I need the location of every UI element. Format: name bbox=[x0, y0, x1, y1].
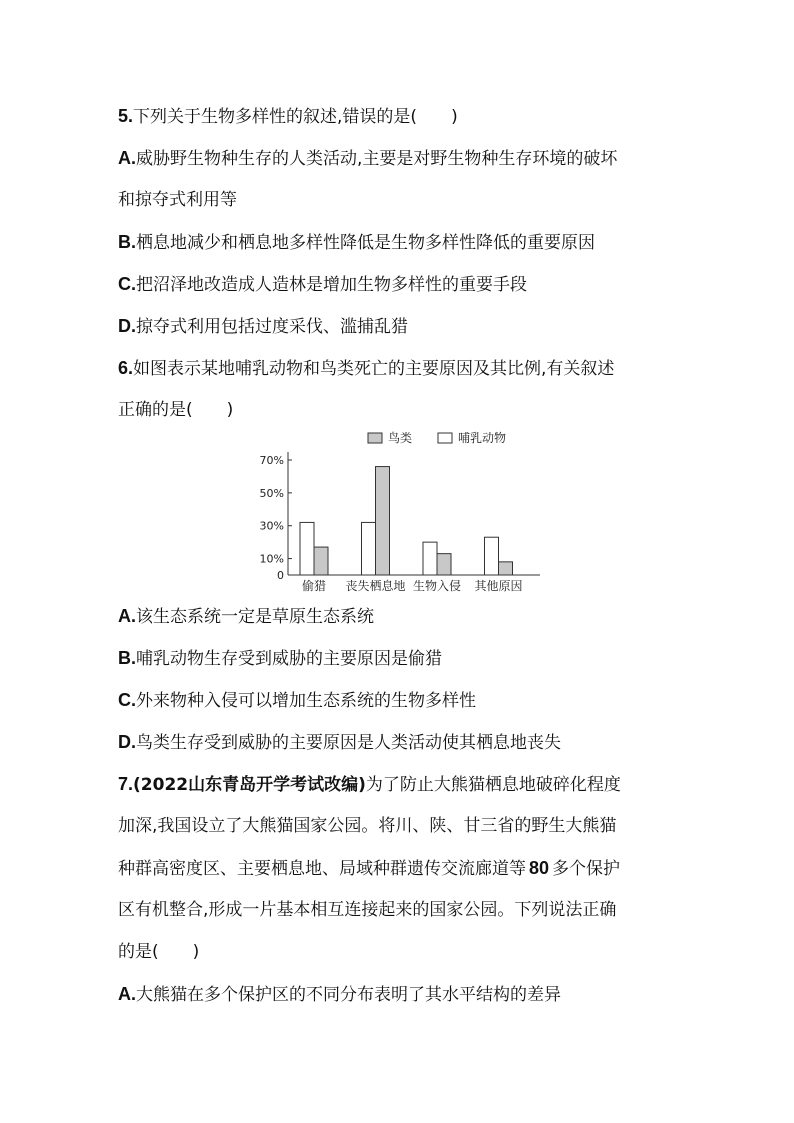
q7-count: 80 bbox=[529, 858, 550, 878]
y-tick-label: 30% bbox=[259, 519, 284, 533]
option-text: 该生态系统一定是草原生态系统 bbox=[136, 607, 374, 627]
chart-legend bbox=[368, 430, 506, 445]
y-tick-label: 10% bbox=[259, 552, 284, 566]
q5-option-d bbox=[118, 314, 408, 339]
x-tick-label: 其他原因 bbox=[474, 579, 523, 593]
bar-mammal bbox=[300, 522, 314, 575]
y-tick-label: 70% bbox=[259, 454, 284, 467]
chart-bars bbox=[300, 467, 513, 575]
q6-close-paren: ) bbox=[226, 400, 234, 420]
q7-stem-text: 加深,我国设立了大熊猫国家公园。将川、陕、甘三省的野生大熊猫 bbox=[118, 816, 617, 836]
option-label: A. bbox=[118, 984, 136, 1004]
x-tick-label: 丧失栖息地 bbox=[345, 579, 406, 593]
q5-number: 5. bbox=[118, 106, 134, 126]
q5-close-paren: ) bbox=[451, 107, 458, 127]
bar-bird bbox=[314, 547, 328, 575]
x-tick-label: 偷猎 bbox=[301, 579, 327, 593]
q5-stem bbox=[118, 104, 458, 129]
q7-stem-text: 多个保护 bbox=[552, 859, 621, 879]
q7-source: 山东青岛开学考试改编 bbox=[188, 775, 359, 795]
bar-bird bbox=[437, 554, 451, 575]
q7-stem-line3 bbox=[118, 856, 620, 881]
q7-number: 7. bbox=[118, 774, 134, 794]
option-label: B. bbox=[118, 648, 136, 668]
bar-mammal bbox=[362, 522, 376, 575]
q7-source-close: ) bbox=[358, 775, 366, 795]
q6-option-b bbox=[118, 646, 442, 671]
option-label: A. bbox=[118, 148, 136, 168]
death-causes-bar-chart bbox=[250, 425, 550, 595]
q7-stem-text: 区有机整合,形成一片基本相互连接起来的国家公园。下列说法正确 bbox=[118, 900, 617, 920]
q7-stem-line5 bbox=[118, 940, 199, 964]
q5-option-a bbox=[118, 146, 617, 171]
option-label: B. bbox=[118, 232, 136, 252]
q6-option-a bbox=[118, 604, 374, 629]
q6-option-d bbox=[118, 730, 561, 755]
option-label: D. bbox=[118, 316, 136, 336]
bar-bird bbox=[499, 562, 513, 575]
q5-option-a-cont bbox=[118, 188, 237, 212]
q7-stem-text: 种群高密度区、主要栖息地、局域种群遗传交流廊道等 bbox=[118, 859, 526, 879]
q7-stem-line4 bbox=[118, 898, 616, 922]
option-label: A. bbox=[118, 606, 136, 626]
q6-number: 6. bbox=[118, 358, 134, 378]
q6-stem-text: 正确的是( bbox=[118, 400, 193, 420]
chart-x-labels bbox=[302, 578, 523, 593]
q7-stem-line2 bbox=[118, 814, 616, 838]
q7-option-a bbox=[118, 982, 561, 1007]
q5-option-c bbox=[118, 272, 527, 297]
legend-label: 哺乳动物 bbox=[458, 431, 507, 445]
q7-source-open: (2022 bbox=[133, 775, 189, 795]
bar-bird bbox=[376, 467, 390, 575]
q5-stem-text: 下列关于生物多样性的叙述,错误的是( bbox=[133, 107, 418, 127]
legend-swatch bbox=[438, 433, 452, 443]
option-text: 外来物种入侵可以增加生态系统的生物多样性 bbox=[136, 691, 476, 711]
q6-stem-line1 bbox=[118, 356, 614, 381]
q7-stem-line1 bbox=[118, 772, 621, 797]
q7-close-paren: ) bbox=[192, 942, 200, 962]
y-tick-label: 0 bbox=[277, 569, 284, 582]
q7-stem-text: 为了防止大熊猫栖息地破碎化程度 bbox=[365, 775, 621, 795]
option-text: 栖息地减少和栖息地多样性降低是生物多样性降低的重要原因 bbox=[136, 233, 595, 253]
option-text: 和掠夺式利用等 bbox=[118, 190, 237, 210]
option-label: C. bbox=[118, 274, 136, 294]
y-tick-label: 50% bbox=[259, 486, 284, 500]
option-text: 鸟类生存受到威胁的主要原因是人类活动使其栖息地丧失 bbox=[136, 733, 561, 753]
option-text: 威胁野生物种生存的人类活动,主要是对野生物种生存环境的破坏 bbox=[136, 149, 618, 169]
q5-option-b bbox=[118, 230, 595, 255]
q6-stem-text: 如图表示某地哺乳动物和鸟类死亡的主要原因及其比例,有关叙述 bbox=[133, 359, 615, 379]
legend-swatch bbox=[368, 433, 382, 443]
bar-mammal bbox=[485, 537, 499, 575]
x-tick-label: 生物入侵 bbox=[412, 579, 462, 593]
option-text: 大熊猫在多个保护区的不同分布表明了其水平结构的差异 bbox=[136, 985, 561, 1005]
legend-label: 鸟类 bbox=[388, 431, 413, 445]
option-label: C. bbox=[118, 690, 136, 710]
option-text: 哺乳动物生存受到威胁的主要原因是偷猎 bbox=[136, 649, 442, 669]
bar-mammal bbox=[423, 542, 437, 575]
option-label: D. bbox=[118, 732, 136, 752]
option-text: 掠夺式利用包括过度采伐、滥捕乱猎 bbox=[136, 317, 408, 337]
option-text: 把沼泽地改造成人造林是增加生物多样性的重要手段 bbox=[136, 275, 527, 295]
q6-stem-line2 bbox=[118, 398, 233, 422]
q6-option-c bbox=[118, 688, 476, 713]
q7-stem-text: 的是( bbox=[118, 942, 159, 962]
